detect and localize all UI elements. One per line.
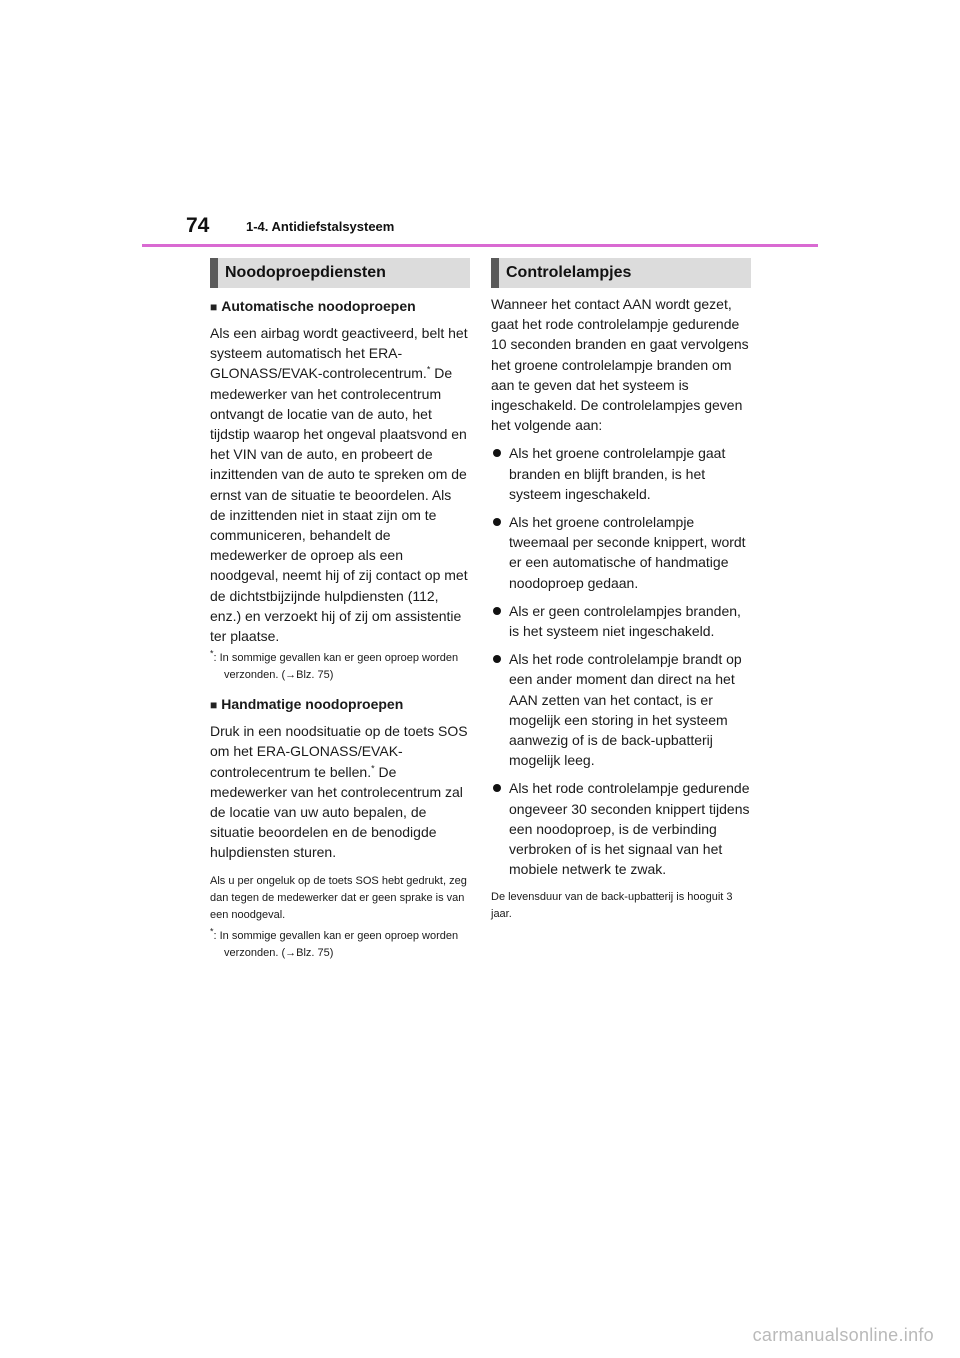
section-heading-controlelampjes: Controlelampjes xyxy=(491,258,751,288)
manual-note: Als u per ongeluk op de toets SOS hebt gedrukt, zeg dan tegen de medewerker dat er geen sprake is van een noodgeval. xyxy=(210,874,467,921)
battery-note: De levensduur van de back-upbatterij is hooguit 3 jaar. xyxy=(491,891,733,921)
header-divider xyxy=(142,244,818,247)
left-column xyxy=(210,258,470,972)
footnote-manual-text: : In sommige gevallen kan er geen oproep worden verzonden. (→Blz. 75) xyxy=(213,929,459,959)
manual-body-text xyxy=(210,721,470,862)
bullet-dot-icon xyxy=(493,518,501,526)
chapter-title: 1-4. Antidiefstalsysteem xyxy=(246,219,395,234)
subheading-automatic xyxy=(210,296,470,317)
bullet-dot-icon xyxy=(493,449,501,457)
subheading-automatic-label: Automatische noodoproepen xyxy=(221,298,416,314)
list-item xyxy=(491,649,751,770)
list-item-text: Als het rode controlelampje brandt op een ander moment dan direct na het AAN zetten van het contact, is er mogelijk een storing in het systeem aanwezig of is de back-upbatterij mogelijk leeg. xyxy=(509,651,742,769)
automatic-text-part-1: Als een airbag wordt geactiveerd, belt het systeem automatisch het ERA-GLONASS/EVAK-controlecentrum. xyxy=(210,325,468,382)
list-item xyxy=(491,443,751,504)
list-item xyxy=(491,512,751,593)
section-heading-noodoproepdiensten: Noodoproepdiensten xyxy=(210,258,470,288)
indicator-intro-text: Wanneer het contact AAN wordt gezet, gaat het rode controlelampje gedurende 10 seconden branden en gaat vervolgens het groene controlelampje branden om aan te geven dat het systeem is ingeschakeld. De controlelampjes geven het volgende aan: xyxy=(491,296,749,434)
list-item-text: Als het rode controlelampje gedurende ongeveer 30 seconden knippert tijdens een noodoproep, is de verbinding verbroken of is het signaal van het mobiele netwerk te zwak. xyxy=(509,780,750,878)
list-item-text: Als er geen controlelampjes branden, is het systeem niet ingeschakeld. xyxy=(509,602,741,640)
footnote-asterisk: * xyxy=(210,648,214,659)
subheading-manual-label: Handmatige noodoproepen xyxy=(221,696,404,713)
footnote-automatic xyxy=(210,650,470,684)
footnote-automatic-text: : In sommige gevallen kan er geen oproep worden verzonden. (→Blz. 75) xyxy=(213,652,459,682)
right-column xyxy=(491,258,751,927)
square-bullet-icon: ■ xyxy=(210,698,218,713)
page-number: 74 xyxy=(186,214,210,237)
list-item xyxy=(491,778,751,879)
watermark: carmanualsonline.info xyxy=(752,1325,934,1345)
indicator-list xyxy=(491,443,751,879)
list-item-text: Als het groene controlelampje tweemaal per seconde knippert, wordt er een automatische of handmatige noodoproep gedaan. xyxy=(509,514,746,591)
manual-text-part-1: Druk in een noodsituatie op de toets SOS om het ERA-GLONASS/EVAK-controlecentrum te bellen. xyxy=(210,723,468,780)
footnote-manual xyxy=(210,928,470,962)
automatic-body-text xyxy=(210,323,470,646)
footnote-marker: * xyxy=(371,763,375,773)
list-item-text: Als het groene controlelampje gaat branden en blijft branden, is het systeem ingeschakeld. xyxy=(509,445,726,502)
footnote-asterisk: * xyxy=(210,926,214,937)
bullet-dot-icon xyxy=(493,607,501,615)
bullet-dot-icon xyxy=(493,655,501,663)
footnote-marker: * xyxy=(426,364,431,375)
subheading-manual xyxy=(210,694,470,715)
bullet-dot-icon xyxy=(493,784,501,792)
list-item xyxy=(491,601,751,641)
manual-text-part-2: De medewerker van het controlecentrum zal de locatie van uw auto bepalen, de situatie beoordelen en de benodigde hulpdiensten sturen. xyxy=(210,763,463,861)
square-bullet-icon: ■ xyxy=(210,300,218,314)
automatic-text-part-2: De medewerker van het controlecentrum ontvangt de locatie van de auto, het tijdstip waarop het ongeval plaatsvond en het VIN van de auto, en probeert de inzittenden van de auto te spreken om de ernst van de situatie te beoordelen. Als de inzittenden niet in staat zijn om te communiceren, behandelt de medewerker de oproep als een noodgeval, neemt hij of zij contact op met de dichtstbijzijnde hulpdiensten (112, enz.) en verzoekt hij of zij om assistentie ter plaatse. xyxy=(210,365,468,645)
